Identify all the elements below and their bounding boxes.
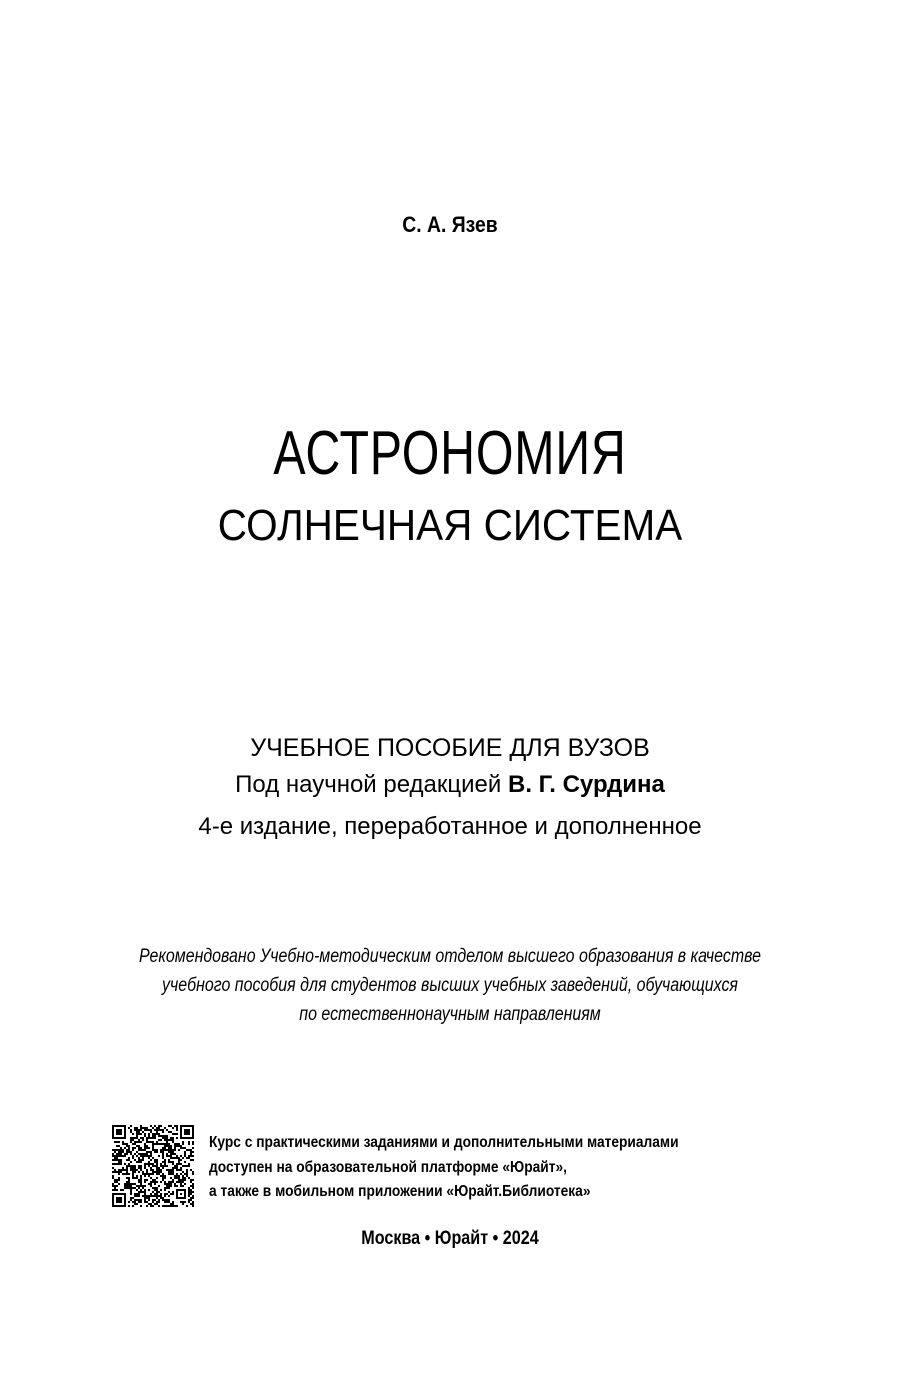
- publication-type: УЧЕБНОЕ ПОСОБИЕ ДЛЯ ВУЗОВ: [250, 734, 650, 762]
- editor-prefix: Под научной редакцией: [235, 771, 508, 798]
- book-subtitle: СОЛНЕЧНАЯ СИСТЕМА: [217, 501, 683, 550]
- editor-name: В. Г. Сурдина: [507, 771, 665, 798]
- qr-code-icon: [112, 1125, 194, 1207]
- course-info-line: Курс с практическими заданиями и дополнительными материалами: [209, 1134, 679, 1151]
- editor-line: [0, 771, 900, 799]
- course-info-line: доступен на образовательной платформе «Юрайт»,: [209, 1158, 567, 1176]
- recommendation-line: Рекомендовано Учебно-методическим отделом высшего образования в качестве: [139, 946, 761, 967]
- recommendation-line: учебного пособия для студентов высших учебных заведений, обучающихся: [162, 975, 738, 996]
- course-info-line: а также в мобильном приложении «Юрайт.Библиотека»: [209, 1183, 591, 1200]
- recommendation-block: [72, 942, 828, 1029]
- edition-note: 4-е издание, переработанное и дополненное: [198, 813, 702, 840]
- recommendation-line: по естественнонаучным направлениям: [299, 1004, 601, 1025]
- course-info: [209, 1131, 725, 1205]
- author-name: С. А. Язев: [402, 212, 498, 237]
- imprint: Москва • Юрайт • 2024: [361, 1228, 539, 1249]
- book-title: АСТРОНОМИЯ: [273, 419, 627, 488]
